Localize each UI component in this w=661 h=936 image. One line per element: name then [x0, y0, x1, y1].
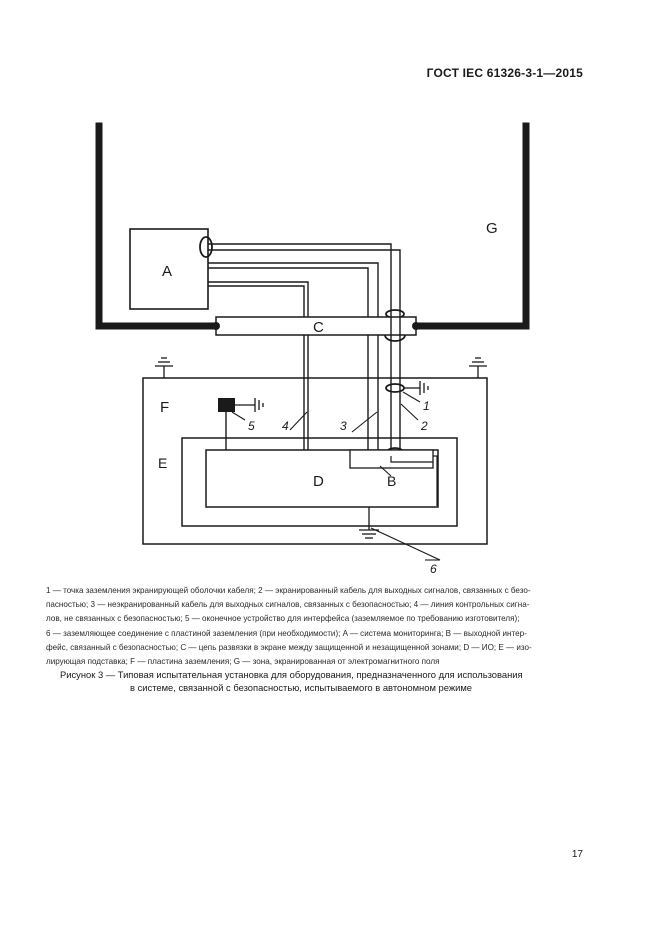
document-header: ГОСТ IEC 61326-3-1—2015: [426, 66, 583, 80]
callout-1: 1: [423, 399, 430, 413]
caption-line-2: в системе, связанной с безопасностью, испытываемого в автономном режиме: [130, 682, 472, 694]
label-b: B: [387, 473, 397, 489]
ground-connection-6: [359, 507, 379, 538]
callout-2: 2: [421, 419, 428, 433]
page-number: 17: [571, 849, 583, 860]
label-d: D: [313, 473, 324, 490]
callout-3: 3: [340, 419, 347, 433]
figure-caption: [60, 668, 590, 695]
legend-line: 1 — точка заземления экранирующей оболочки кабеля; 2 — экранированный кабель для выходных сигналов, связанных с безо-: [46, 586, 531, 595]
label-a: A: [162, 263, 173, 280]
cable-shield-rings: [200, 237, 405, 456]
shield-ground-point-1: [404, 381, 428, 395]
label-g: G: [486, 220, 498, 237]
label-e: E: [158, 455, 168, 471]
caption-line-1: Рисунок 3 — Типовая испытательная установка для оборудования, предназначенного для использования: [60, 669, 523, 680]
callout-6: 6: [430, 562, 437, 576]
callout-5: 5: [248, 419, 255, 433]
callout-4: 4: [282, 419, 289, 433]
label-c: C: [313, 319, 324, 336]
legend-line: пасностью; 3 — неэкранированный кабель для выходных сигналов, связанных с безопасностью; 4 — линия контрольных сигна-: [46, 600, 530, 610]
legend-line: фейс, связанный с безопасностью; C — цепь развязки в экране между защищенной и незащищенной зонами; D — ИО; E — изо-: [46, 642, 532, 652]
terminal-device-5: [218, 398, 263, 450]
legend-line: лирующая подставка; F — пластина заземления; G — зона, экранированная от электромагнитного поля: [46, 657, 440, 667]
cables: [208, 244, 400, 456]
figure-legend: [46, 584, 586, 669]
legend-line: 6 — заземляющее соединение с пластиной заземления (при необходимости); A — система мониторинга; B — выходной интер-: [46, 628, 527, 638]
legend-line: лов, не связанных с безопасностью; 5 — оконечное устройство для интерфейса (заземляемое по требованию изготовителя);: [46, 614, 520, 624]
label-f: F: [160, 399, 170, 416]
